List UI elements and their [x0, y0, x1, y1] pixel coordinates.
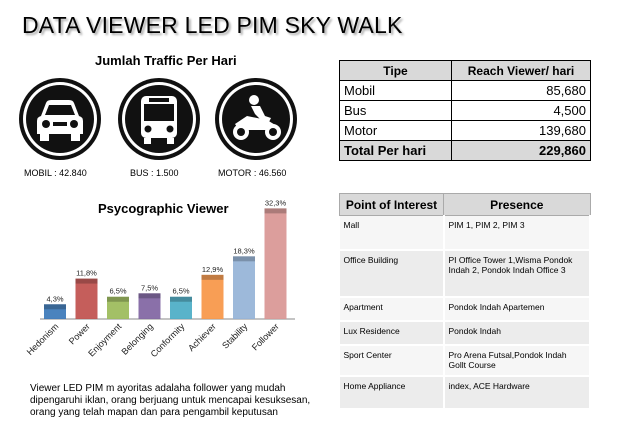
table-row [340, 345, 591, 376]
reach-type: Mobil [340, 81, 452, 101]
bar-stability [233, 256, 255, 319]
psycographic-chart [20, 196, 310, 376]
reach-value: 85,680 [452, 81, 591, 101]
poi-presence: index, ACE Hardware [444, 376, 591, 409]
bar-cap-power [76, 279, 98, 284]
reach-table [339, 60, 591, 161]
category-label: Follower [249, 321, 281, 353]
bar-achiever [202, 275, 224, 319]
data-label: 4,3% [46, 294, 64, 304]
poi-type: Lux Residence [340, 321, 444, 345]
data-label: 12,9% [201, 264, 224, 274]
reach-value: 139,680 [452, 121, 591, 141]
car-icon [17, 76, 103, 162]
bar-follower [265, 208, 287, 319]
table-row [340, 250, 591, 297]
table-row [340, 216, 591, 250]
data-label: 7,5% [140, 283, 159, 293]
category-label: Achiever [186, 321, 218, 354]
data-label: 32,3% [264, 198, 287, 208]
poi-presence: Pro Arena Futsal,Pondok Indah Gollt Course [444, 345, 591, 376]
poi-type: Office Building [340, 250, 444, 297]
category-label: Conformity [148, 321, 187, 360]
table-row [340, 297, 591, 321]
reach-total-value: 229,860 [452, 141, 591, 161]
category-label: Hedonism [24, 321, 61, 358]
poi-type: Home Appliance [340, 376, 444, 409]
bar-cap-follower [265, 208, 287, 213]
reach-type: Motor [340, 121, 452, 141]
poi-table [339, 193, 591, 410]
category-label: Belonging [119, 321, 155, 357]
description-text: Viewer LED PIM m ayoritas adalaha follower yang mudah dipengaruhi iklan, orang berjuang untuk mencapai kesuksesan, orang yang telah mapan dan para pengambil keputusan [30, 383, 311, 418]
bar-cap-enjoyment [107, 297, 129, 302]
poi-type: Mall [340, 216, 444, 250]
chart-title: Psycographic Viewer [98, 201, 229, 216]
poi-presence: PIM 1, PIM 2, PIM 3 [444, 216, 591, 250]
poi-presence: PI Office Tower 1,Wisma Pondok Indah 2, Pondok Indah Office 3 [444, 250, 591, 297]
table-row [340, 376, 591, 409]
bus-icon [116, 76, 202, 162]
category-label: Enjoyment [86, 321, 124, 359]
bar-cap-conformity [170, 297, 192, 302]
table-row-total [340, 141, 591, 161]
table-row [340, 321, 591, 345]
poi-header-point: Point of Interest [340, 194, 444, 216]
bar-cap-achiever [202, 275, 224, 280]
poi-header-presence: Presence [444, 194, 591, 216]
car-count: MOBIL : 42.840 [24, 168, 87, 178]
bar-cap-belonging [139, 293, 161, 298]
reach-value: 4,500 [452, 101, 591, 121]
reach-total-label: Total Per hari [340, 141, 452, 161]
category-label: Power [66, 321, 92, 347]
motorcycle-icon [213, 76, 299, 162]
reach-header-type: Tipe [340, 61, 452, 81]
data-label: 11,8% [76, 268, 97, 278]
reach-type: Bus [340, 101, 452, 121]
table-row [340, 81, 591, 101]
poi-type: Sport Center [340, 345, 444, 376]
bar-power [76, 279, 98, 319]
bus-count: BUS : 1.500 [130, 168, 179, 178]
table-row [340, 121, 591, 141]
traffic-heading: Jumlah Traffic Per Hari [95, 53, 237, 68]
bar-cap-stability [233, 256, 255, 261]
poi-type: Apartment [340, 297, 444, 321]
data-label: 18,3% [233, 246, 255, 256]
poi-presence: Pondok Indah Apartemen [444, 297, 591, 321]
category-label: Stability [220, 321, 250, 351]
table-row [340, 101, 591, 121]
poi-presence: Pondok Indah [444, 321, 591, 345]
data-label: 6,5% [172, 286, 190, 296]
bar-cap-hedonism [44, 304, 66, 309]
reach-header-viewer: Reach Viewer/ hari [452, 61, 591, 81]
motorcycle-count: MOTOR : 46.560 [218, 168, 287, 178]
data-label: 6,5% [109, 286, 127, 296]
page-title: DATA VIEWER LED PIM SKY WALK [22, 12, 403, 38]
